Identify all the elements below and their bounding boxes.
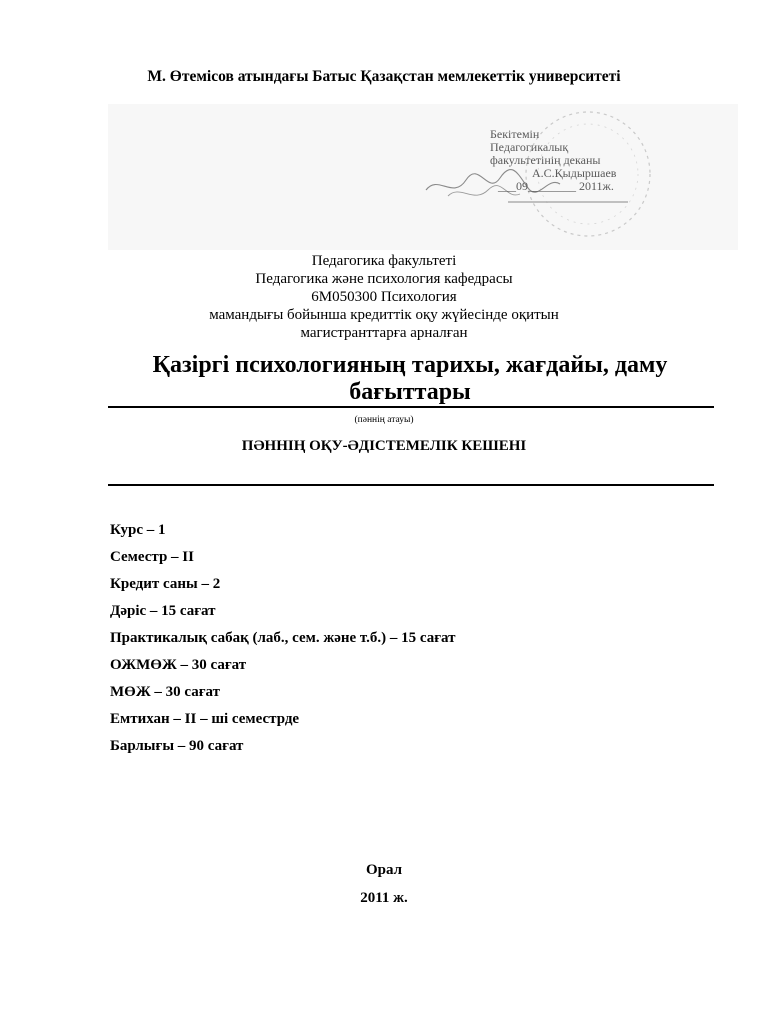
approval-date: ___09________ 2011ж. [498,179,614,193]
city-name: Орал [365,862,403,878]
footer-block [0,856,768,912]
course-info-item: Барлығы – 90 сағат [110,738,244,754]
specialty-code: 6М050300 Психология [311,289,457,305]
divider-line [108,406,714,408]
approval-stamp [108,104,738,250]
approval-line: Бекітемін [490,127,540,141]
approval-line: Педагогикалық [490,140,569,154]
course-info-item: Кредит саны – 2 [110,576,221,592]
discipline-note: (пәннің атауы) [354,415,414,425]
course-info-item: ОЖМӨЖ – 30 сағат [110,657,247,673]
course-info-item: Дәріс – 15 сағат [110,603,216,619]
faculty-block [0,252,768,342]
footer-year: 2011 ж. [360,890,408,906]
complex-title: ПӘННІҢ ОҚУ-ӘДІСТЕМЕЛІК КЕШЕНІ [241,438,527,454]
course-info-item: Емтихан – ІІ – ші семестрде [110,711,300,727]
course-info-item: Практикалық сабақ (лаб., сем. және т.б.) – 15 сағат [110,630,456,646]
divider-line [108,484,714,486]
faculty-name: Педагогика факультеті [311,253,457,269]
audience-text: магистранттарға арналған [300,325,468,341]
course-info-item: Курс – 1 [110,522,166,538]
course-info-item: Семестр – ІІ [110,549,194,565]
approval-signer: А.С.Қыдыршаев [532,166,617,180]
course-info-item: МӨЖ – 30 сағат [110,684,221,700]
university-name: М. Өтемісов атындағы Батыс Қазақстан мемлекеттік университеті [147,68,621,85]
credit-system-text: мамандығы бойынша кредиттік оқу жүйесінде оқитын [209,307,559,323]
approval-line: факультетінің деканы [490,153,601,167]
department-name: Педагогика және психология кафедрасы [255,271,513,287]
discipline-title: Қазіргі психологияның тарихы, жағдайы, даму бағыттары [152,352,668,405]
course-info-list [110,520,456,763]
stamp-signature-icon [108,104,738,250]
approval-text [490,128,616,193]
